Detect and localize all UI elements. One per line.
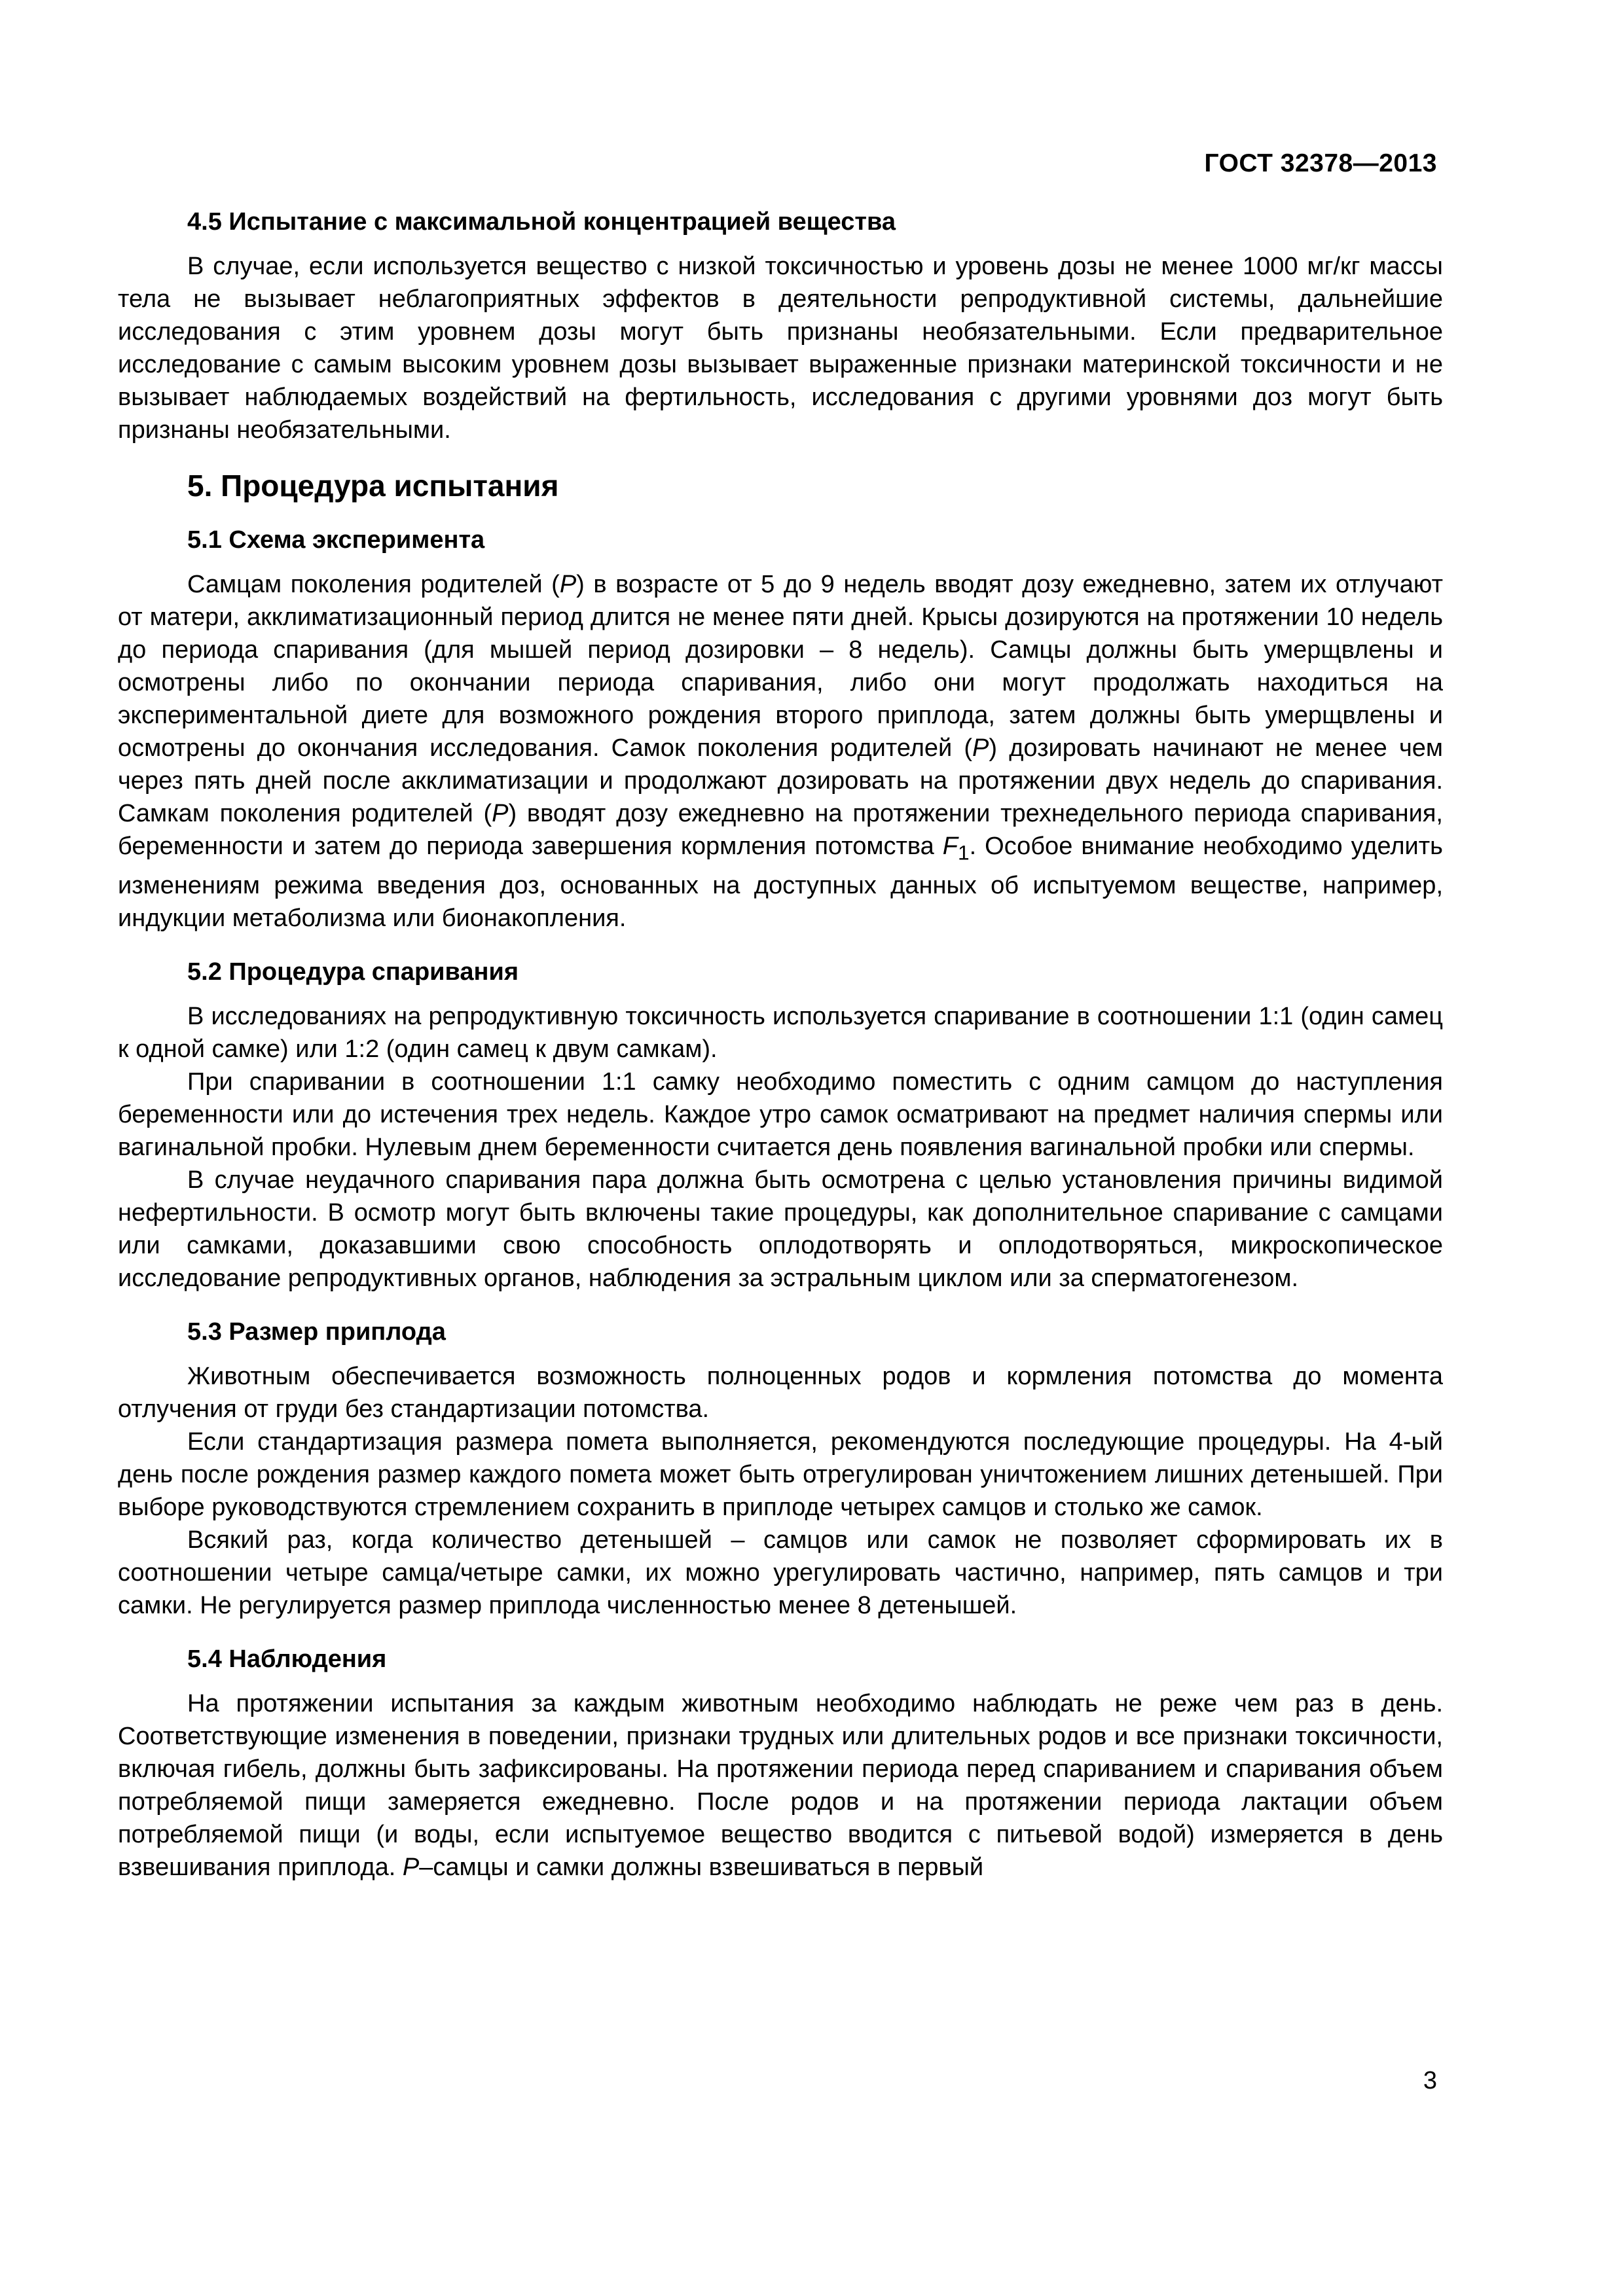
section-5-2-paragraph-2: При спаривании в соотношении 1:1 самку необходимо поместить с одним самцом до наступления беременности или до истечения трех недель. Каждое утро самок осматривают на предмет наличия спермы или вагинальной пробки. Нулевым днем беременности считается день появления вагинальной пробки или спермы. [118,1067,1443,1161]
section-5-4-paragraph [118,1687,1443,1884]
section-5-4-title: 5.4 Наблюдения [187,1645,387,1673]
text-run: ) вводят дозу ежедневно на протяжении трехнедельного периода спаривания, беременности и затем до периода завершения кормления потомства [118,800,1443,860]
italic-symbol: F [942,833,958,860]
italic-symbol: P [559,571,577,598]
section-5-2-title: 5.2 Процедура спаривания [187,958,519,986]
page-number: 3 [1423,2067,1437,2094]
section-5-1-paragraph [118,568,1443,935]
subscript: 1 [958,840,970,865]
section-4-5 [118,203,1443,446]
text-run: –самцы и самки должны взвешиваться в первый [419,1853,984,1881]
section-5-3-paragraph-1: Животным обеспечивается возможность полноценных родов и кормления потомства до момента отлучения от груди без стандартизации потомства. [118,1362,1443,1423]
document-body [118,203,1443,1884]
section-4-5-title: 4.5 Испытание с максимальной концентрацией вещества [187,208,896,236]
section-5-4 [118,1640,1443,1884]
text-run: . Особое внимание необходимо уделить изменениям режима введения доз, основанных на доступных данных об испытуемом веществе, например, индукции метаболизма или бионакопления. [118,833,1443,932]
text-run: Самцам поколения родителей ( [187,571,560,598]
section-5-2 [118,953,1443,1295]
italic-symbol: P [402,1853,420,1881]
section-5-title: 5. Процедура испытания [187,469,559,503]
section-5-2-paragraph-1: В исследованиях на репродуктивную токсичность используется спаривание в соотношении 1:1 (один самец к одной самке) или 1:2 (один самец к двум самкам). [118,1002,1443,1063]
italic-symbol: P [972,734,989,762]
text-run: ) дозировать начинают не менее чем через пять дней после акклиматизации и продолжают дозировать на протяжении двух недель до спаривания. Самкам поколения родителей ( [118,734,1444,827]
section-5-3-title: 5.3 Размер приплода [187,1318,446,1346]
text-run: ) в возрасте от 5 до 9 недель вводят дозу ежедневно, затем их отлучают от матери, акклиматизационный период длится не менее пяти дней. Крысы дозируются на протяжении 10 недель до периода спаривания (для мышей период дозировки – 8 недель). Самцы должны быть умерщвлены и осмотрены либо по окончании периода спаривания, либо они могут продолжать находиться на экспериментальной диете для возможного рождения второго приплода, затем должны быть умерщвлены и осмотрены до окончания исследования. Самок поколения родителей ( [118,571,1443,762]
section-5-3-paragraph-3: Всякий раз, когда количество детенышей – самцов или самок не позволяет сформировать их в соотношении четыре самца/четыре самки, их можно урегулировать частично, например, пять самцов и три самки. Не регулируется размер приплода численностью менее 8 детенышей. [118,1526,1443,1619]
section-4-5-paragraph: В случае, если используется вещество с низкой токсичностью и уровень дозы не менее 1000 мг/кг массы тела не вызывает неблагоприятных эффектов в деятельности репродуктивной системы, дальнейшие исследования с этим уровнем дозы могут быть признаны необязательными. Если предварительное исследование с самым высоким уровнем дозы вызывает выраженные признаки материнской токсичности и не вызывает наблюдаемых воздействий на фертильность, исследования с другими уровнями доз могут быть признаны необязательными. [118,253,1443,444]
section-5-1-title: 5.1 Схема эксперимента [187,526,485,554]
section-5-2-paragraph-3: В случае неудачного спаривания пара должна быть осмотрена с целью установления причины видимой нефертильности. В осмотр могут быть включены такие процедуры, как дополнительное спаривание с самцами или самками, доказавшими свою способность оплодотворять и оплодотворяться, микроскопическое исследование репродуктивных органов, наблюдения за эстральным циклом или за сперматогенезом. [118,1166,1443,1292]
section-5-3-paragraph-2: Если стандартизация размера помета выполняется, рекомендуются последующие процедуры. На 4-ый день после рождения размер каждого помета может быть отрегулирован уничтожением лишних детенышей. При выборе руководствуются стремлением сохранить в приплоде четырех самцов и столько же самок. [118,1427,1443,1521]
section-5-3 [118,1313,1443,1622]
italic-symbol: P [492,800,509,827]
section-5-1 [118,521,1443,935]
text-run: На протяжении испытания за каждым животным необходимо наблюдать не реже чем раз в день. Соответствующие изменения в поведении, признаки трудных или длительных родов и все признаки токсичности, включая гибель, должны быть зафиксированы. На протяжении периода перед спариванием и спаривания объем потребляемой пищи замеряется ежедневно. После родов и на протяжении периода лактации объем потребляемой пищи (и воды, если испытуемое вещество вводится с питьевой водой) измеряется в день взвешивания приплода. [118,1689,1443,1881]
document-header: ГОСТ 32378—2013 [1204,149,1437,177]
